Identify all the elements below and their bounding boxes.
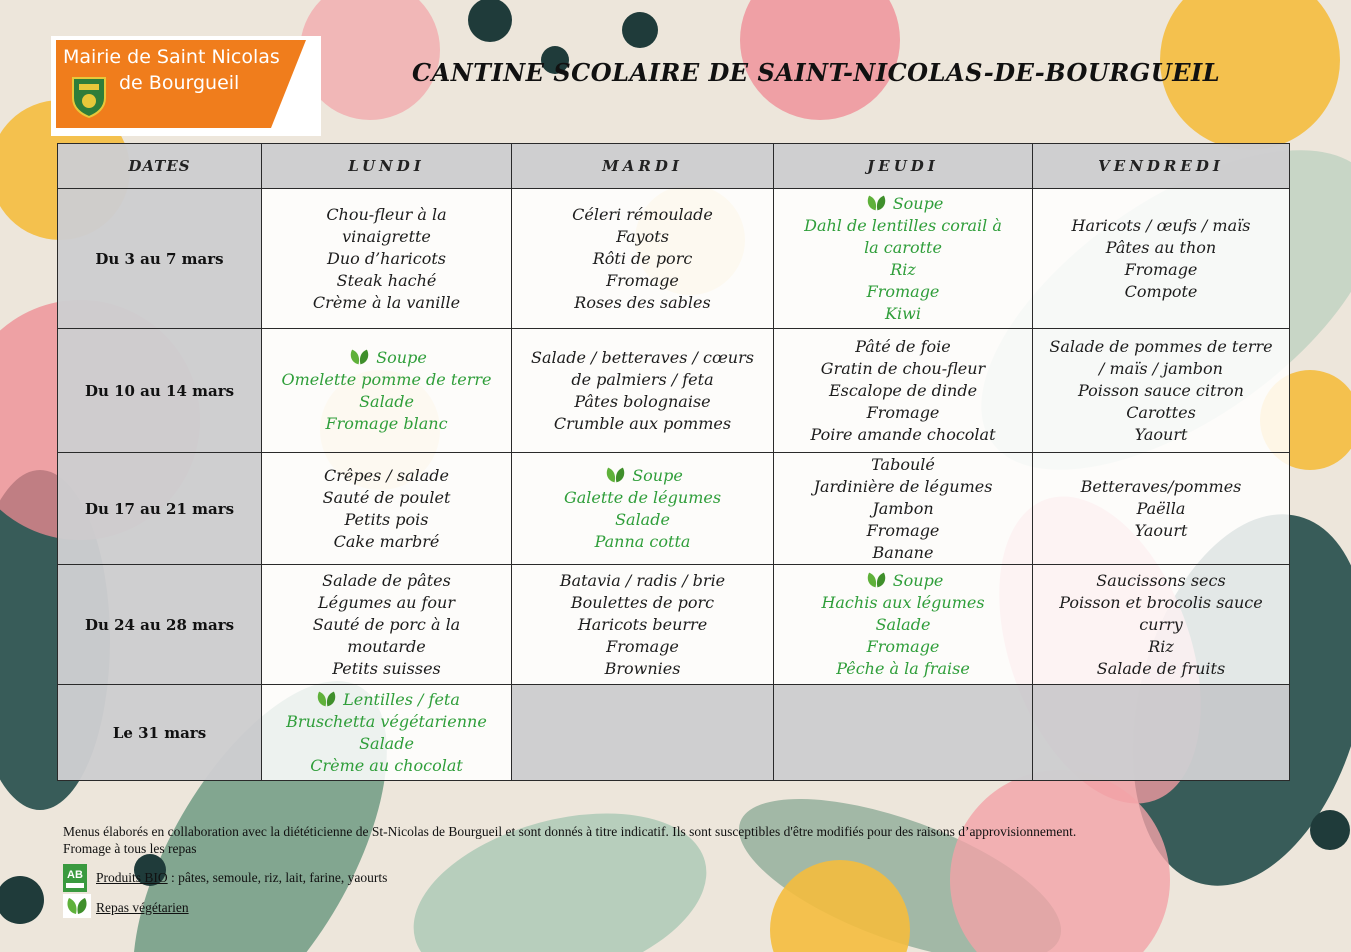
table-row — [58, 565, 1290, 685]
menu-item-text: Batavia / radis / brie — [559, 570, 726, 590]
menu-item-text: curry — [1139, 614, 1183, 634]
header-mardi: MARDI — [512, 144, 774, 189]
menu-item-text: Jardinière de légumes — [813, 476, 993, 496]
menu-item-text: Pâtes au thon — [1105, 237, 1217, 257]
menu-item — [1033, 424, 1289, 446]
menu-item — [1033, 259, 1289, 281]
menu-item-text: Salade de fruits — [1096, 658, 1226, 678]
menu-item-text: Céleri rémoulade — [572, 204, 713, 224]
menu-item — [262, 711, 511, 733]
page-title: CANTINE SCOLAIRE DE SAINT-NICOLAS-DE-BOURGUEIL — [412, 58, 1221, 87]
menu-item — [262, 733, 511, 755]
table-row — [58, 329, 1290, 453]
menu-item-text: Salade — [359, 734, 414, 753]
menu-item-text: Betteraves/pommes — [1080, 476, 1242, 496]
menu-item — [774, 424, 1032, 446]
menu-item-text: Fromage — [866, 520, 940, 540]
menu-item-text: Soupe — [892, 194, 944, 213]
menu-item-text: Riz — [890, 260, 916, 279]
menu-item — [512, 369, 773, 391]
menu-cell-mardi — [512, 189, 774, 329]
menu-item — [1033, 476, 1289, 498]
menu-item — [1033, 237, 1289, 259]
leaf-icon — [863, 569, 890, 591]
menu-item-text: Petits suisses — [332, 658, 441, 678]
menu-item — [774, 454, 1032, 476]
menu-item — [262, 688, 511, 711]
menu-item-text: Boulettes de porc — [570, 592, 715, 612]
week-date: Du 24 au 28 mars — [58, 565, 262, 685]
menu-table — [57, 143, 1290, 781]
menu-cell-vendredi — [1033, 189, 1290, 329]
menu-cell-jeudi — [774, 565, 1033, 685]
menu-item — [1033, 614, 1289, 636]
menu-item — [774, 237, 1032, 259]
menu-item-text: Gratin de chou-fleur — [820, 358, 986, 378]
menu-item-text: moutarde — [347, 636, 426, 656]
menu-item-text: Paëlla — [1136, 498, 1186, 518]
menu-item — [262, 204, 511, 226]
menu-item-text: Fromage — [606, 636, 679, 656]
menu-item-text: Soupe — [892, 571, 944, 590]
menu-item — [512, 509, 773, 531]
menu-item — [774, 614, 1032, 636]
menu-item-text: Poire amande chocolat — [810, 424, 996, 444]
menu-item-text: Poisson sauce citron — [1078, 380, 1244, 400]
menu-item — [1033, 402, 1289, 424]
menu-cell-jeudi — [774, 329, 1033, 453]
menu-item-text: Bruschetta végétarienne — [286, 712, 487, 731]
menu-item — [262, 369, 511, 391]
menu-cell-vendredi — [1033, 329, 1290, 453]
menu-item — [774, 192, 1032, 215]
menu-item-text: Dahl de lentilles corail à — [804, 216, 1002, 235]
menu-item-text: Sauté de poulet — [322, 487, 451, 507]
menu-cell-lundi — [262, 453, 512, 565]
menu-item-text: Yaourt — [1134, 520, 1188, 540]
menu-item-text: Duo d’haricots — [326, 248, 447, 268]
menu-item — [262, 226, 511, 248]
menu-item-text: Haricots / œufs / maïs — [1071, 215, 1251, 235]
menu-item — [774, 336, 1032, 358]
menu-item-text: Escalope de dinde — [828, 380, 978, 400]
menu-item-text: Crumble aux pommes — [553, 413, 732, 433]
menu-item — [512, 204, 773, 226]
leaf-icon — [346, 346, 373, 368]
logo-line-2: de Bourgueil — [119, 72, 240, 94]
leaf-icon — [63, 894, 91, 918]
menu-item-text: Fromage — [866, 637, 940, 656]
menu-item-text: Salade de pâtes — [322, 570, 451, 590]
menu-item-text: Salade / betteraves / cœurs — [531, 347, 754, 367]
menu-item — [1033, 215, 1289, 237]
table-row — [58, 685, 1290, 781]
menu-item-text: Riz — [1148, 636, 1174, 656]
menu-cell-lundi — [262, 189, 512, 329]
menu-item-text: Kiwi — [885, 304, 921, 323]
menu-item — [774, 380, 1032, 402]
leaf-icon — [863, 192, 890, 214]
menu-item-text: Fromage — [1124, 259, 1198, 279]
menu-item-text: Fromage blanc — [325, 414, 448, 433]
menu-item — [1033, 281, 1289, 303]
menu-item — [512, 248, 773, 270]
empty-cell — [1033, 685, 1290, 781]
menu-item — [262, 292, 511, 314]
empty-cell — [512, 685, 774, 781]
menu-item-text: Haricots beurre — [577, 614, 708, 634]
menu-item-text: Salade de pommes de terre — [1049, 336, 1273, 356]
menu-item — [1033, 658, 1289, 680]
menu-item — [512, 592, 773, 614]
footer-note: Menus élaborés en collaboration avec la diététicienne de St-Nicolas de Bourgueil et sont donnés à titre indicatif. Ils sont susceptibles d'être modifiés pour des raisons d’approvisionnement. — [63, 824, 1077, 839]
menu-item-text: Galette de légumes — [563, 488, 722, 507]
menu-item — [512, 614, 773, 636]
menu-item — [512, 226, 773, 248]
menu-item-text: Omelette pomme de terre — [281, 370, 492, 389]
menu-item-text: Hachis aux légumes — [821, 593, 985, 612]
menu-item-text: Compote — [1124, 281, 1198, 301]
menu-item-text: Poisson et brocolis sauce — [1059, 592, 1263, 612]
menu-item — [1033, 636, 1289, 658]
menu-item-text: Roses des sables — [574, 292, 711, 312]
menu-item-text: Jambon — [872, 498, 934, 518]
footer-notes — [63, 823, 1076, 857]
menu-item — [262, 592, 511, 614]
menu-item-text: Pêche à la fraise — [836, 659, 970, 678]
table-row — [58, 189, 1290, 329]
menu-item-text: Pâtes bolognaise — [574, 391, 711, 411]
menu-item-text: la carotte — [864, 238, 942, 257]
menu-item — [262, 531, 511, 553]
menu-cell-lundi — [262, 685, 512, 781]
menu-item-text: Pâté de foie — [855, 336, 951, 356]
menu-item — [262, 391, 511, 413]
menu-item — [1033, 570, 1289, 592]
menu-item-text: Crème au chocolat — [310, 756, 463, 775]
header-dates: DATES — [58, 144, 262, 189]
menu-item — [262, 346, 511, 369]
menu-item — [774, 358, 1032, 380]
menu-item — [774, 636, 1032, 658]
menu-cell-jeudi — [774, 189, 1033, 329]
menu-item — [1033, 380, 1289, 402]
menu-item-text: Fromage — [866, 402, 940, 422]
ab-organic-icon — [63, 864, 87, 892]
menu-cell-vendredi — [1033, 565, 1290, 685]
menu-item-text: Sauté de porc à la — [312, 614, 461, 634]
menu-item-text: Taboulé — [871, 454, 935, 474]
mairie-logo — [51, 36, 321, 136]
menu-item — [512, 658, 773, 680]
menu-item-text: Soupe — [632, 466, 683, 485]
menu-item — [774, 520, 1032, 542]
menu-item-text: Brownies — [604, 658, 681, 678]
menu-item — [774, 592, 1032, 614]
menu-item-text: Panna cotta — [594, 532, 691, 551]
menu-cell-mardi — [512, 565, 774, 685]
menu-item — [262, 270, 511, 292]
menu-item — [774, 476, 1032, 498]
menu-item-text: Saucissons secs — [1096, 570, 1226, 590]
menu-item — [1033, 358, 1289, 380]
menu-item — [774, 303, 1032, 325]
menu-item-text: Banane — [872, 542, 934, 562]
header-lundi: LUNDI — [262, 144, 512, 189]
menu-item — [774, 281, 1032, 303]
menu-item-text: Chou-fleur à la — [326, 204, 447, 224]
menu-item — [262, 658, 511, 680]
menu-item-text: Soupe — [376, 348, 427, 367]
menu-cell-lundi — [262, 329, 512, 453]
menu-item-text: Salade — [615, 510, 670, 529]
menu-item-text: Légumes au four — [317, 592, 455, 612]
menu-cell-mardi — [512, 453, 774, 565]
menu-item — [262, 509, 511, 531]
menu-item — [512, 464, 773, 487]
legend-bio-text: : pâtes, semoule, riz, lait, farine, yaourts — [167, 870, 388, 885]
menu-item-text: Lentilles / feta — [343, 690, 460, 709]
menu-item — [262, 413, 511, 435]
menu-item-text: / maïs / jambon — [1099, 358, 1223, 378]
menu-item — [512, 391, 773, 413]
menu-item-text: Crème à la vanille — [312, 292, 461, 312]
menu-item — [262, 465, 511, 487]
menu-item — [512, 347, 773, 369]
menu-item — [774, 498, 1032, 520]
svg-text:AB: AB — [67, 869, 83, 881]
menu-item-text: Cake marbré — [333, 531, 440, 551]
menu-item-text: vinaigrette — [342, 226, 431, 246]
header-vendredi: VENDREDI — [1033, 144, 1290, 189]
menu-item — [512, 570, 773, 592]
menu-item — [512, 270, 773, 292]
menu-item-text: Salade — [875, 615, 931, 634]
leaf-icon — [313, 688, 340, 710]
menu-item — [1033, 520, 1289, 542]
table-header-row — [58, 144, 1290, 189]
crest-icon — [71, 76, 107, 118]
menu-item — [512, 531, 773, 553]
menu-item — [1033, 336, 1289, 358]
menu-item — [1033, 592, 1289, 614]
leaf-icon — [602, 464, 629, 486]
menu-cell-lundi — [262, 565, 512, 685]
menu-item-text: Salade — [359, 392, 414, 411]
table-row — [58, 453, 1290, 565]
menu-item — [512, 413, 773, 435]
menu-item — [774, 402, 1032, 424]
menu-item — [262, 487, 511, 509]
menu-item-text: Fayots — [616, 226, 669, 246]
week-date: Du 17 au 21 mars — [58, 453, 262, 565]
menu-item — [512, 636, 773, 658]
menu-item-text: de palmiers / feta — [571, 369, 714, 389]
menu-item-text: Fromage — [606, 270, 679, 290]
menu-item-text: Petits pois — [344, 509, 429, 529]
legend-bio-label: Produits BIO — [96, 870, 168, 885]
menu-item-text: Carottes — [1126, 402, 1196, 422]
menu-item — [262, 614, 511, 636]
week-date: Le 31 mars — [58, 685, 262, 781]
menu-cell-jeudi — [774, 453, 1033, 565]
header-jeudi: JEUDI — [774, 144, 1033, 189]
menu-item — [512, 292, 773, 314]
menu-item — [262, 755, 511, 777]
menu-item-text: Rôti de porc — [592, 248, 693, 268]
menu-item — [774, 658, 1032, 680]
logo-line-1: Mairie de Saint Nicolas — [63, 46, 280, 68]
menu-item — [512, 487, 773, 509]
week-date: Du 3 au 7 mars — [58, 189, 262, 329]
empty-cell — [774, 685, 1033, 781]
menu-item-text: Steak haché — [336, 270, 437, 290]
menu-item — [262, 636, 511, 658]
menu-item-text: Fromage — [866, 282, 940, 301]
menu-cell-vendredi — [1033, 453, 1290, 565]
menu-cell-mardi — [512, 329, 774, 453]
legend-veg-label: Repas végétarien — [96, 900, 189, 915]
week-date: Du 10 au 14 mars — [58, 329, 262, 453]
footer-cheese: Fromage à tous les repas — [63, 841, 197, 856]
menu-item — [262, 248, 511, 270]
menu-item-text: Yaourt — [1134, 424, 1188, 444]
menu-item — [774, 215, 1032, 237]
menu-item — [774, 542, 1032, 564]
menu-item — [774, 569, 1032, 592]
menu-item-text: Crêpes / salade — [324, 465, 449, 485]
menu-item — [262, 570, 511, 592]
menu-item — [774, 259, 1032, 281]
menu-item — [1033, 498, 1289, 520]
